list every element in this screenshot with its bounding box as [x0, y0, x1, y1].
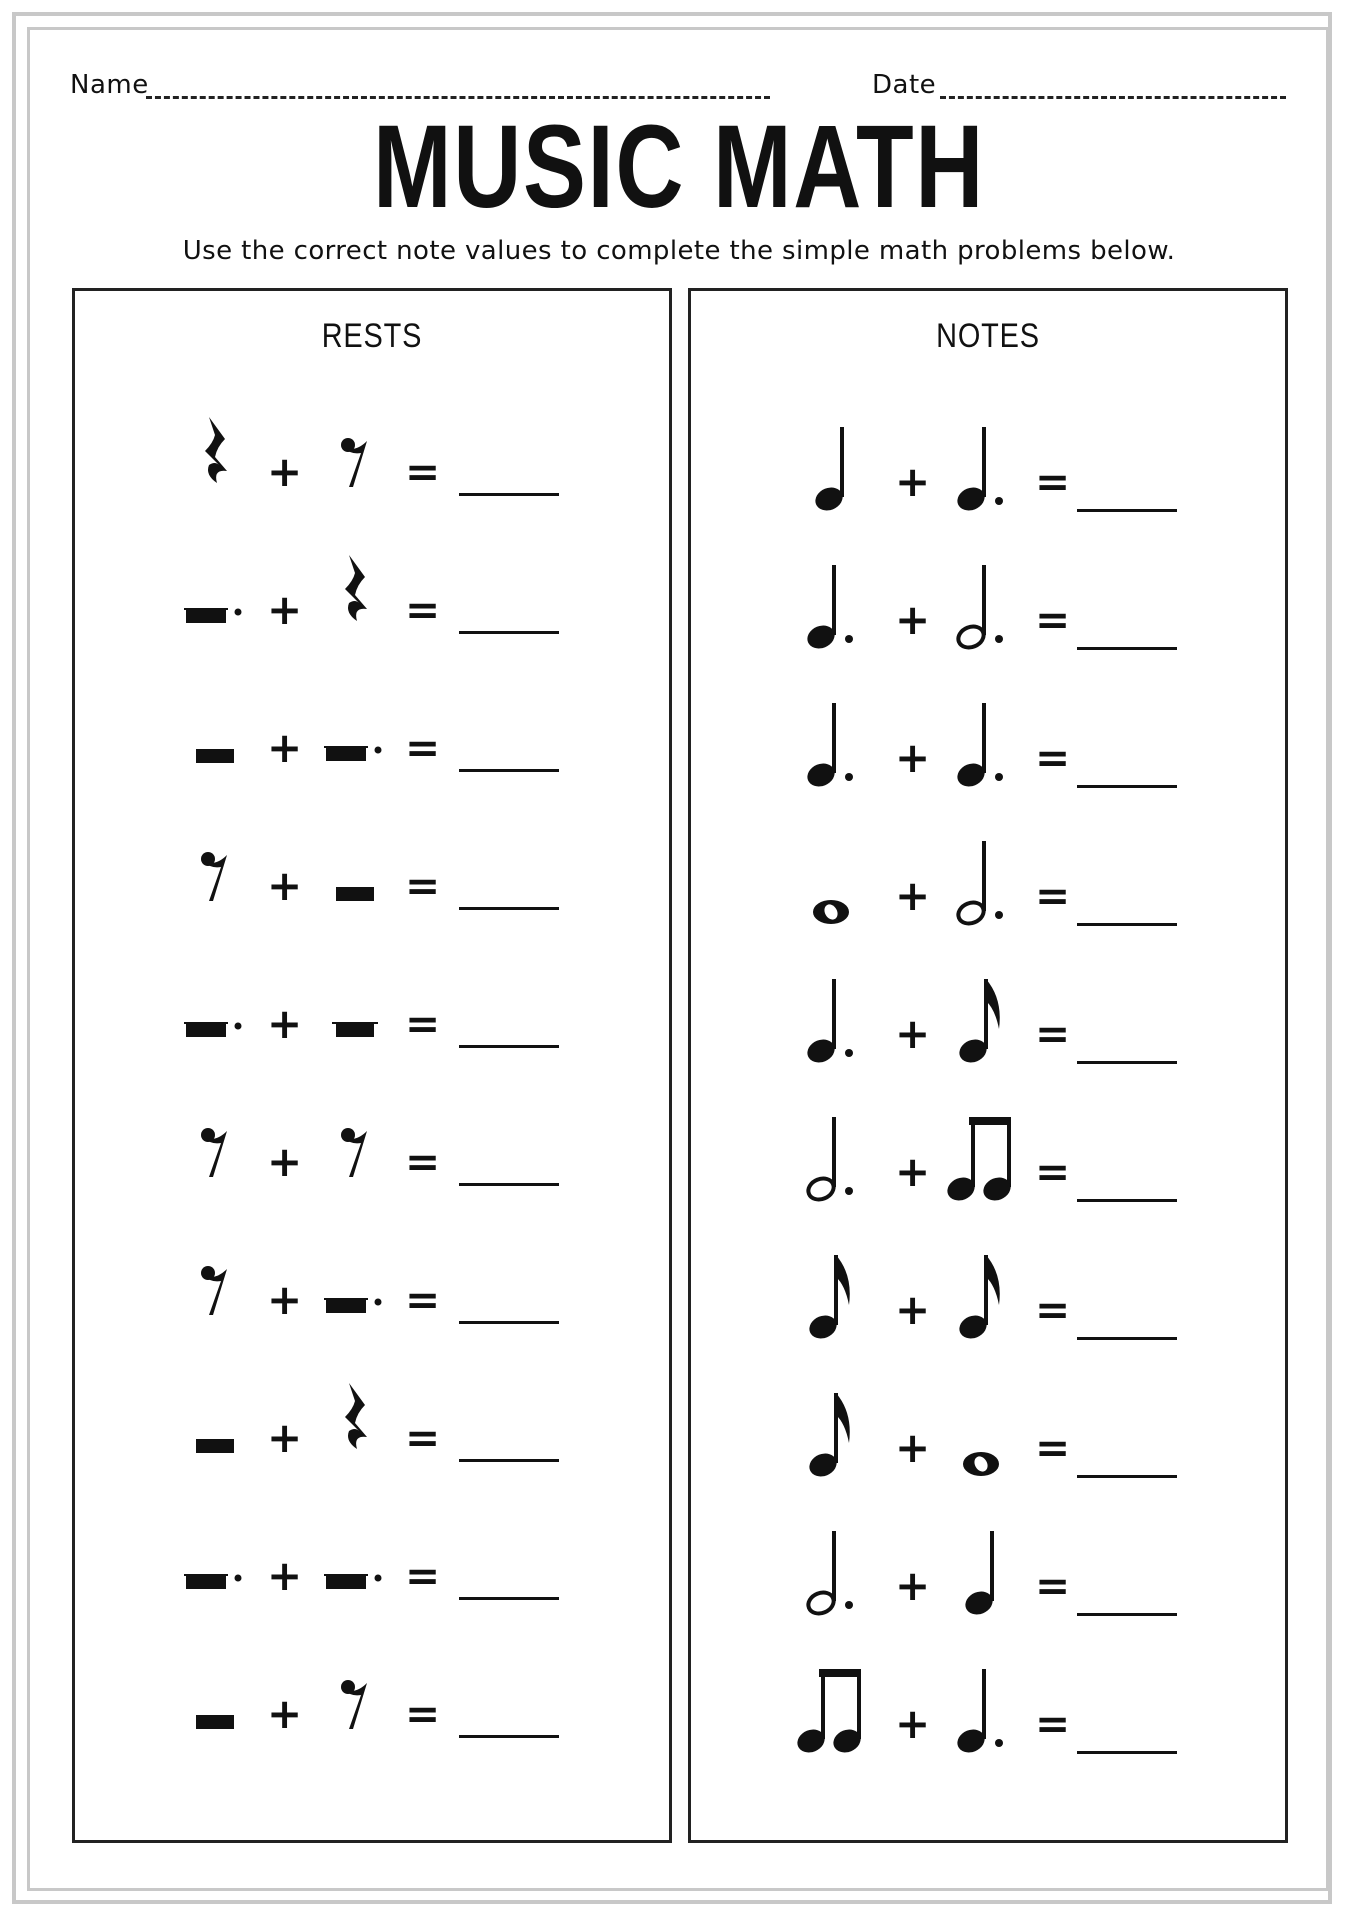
dotted-half-rest-icon: [184, 1571, 246, 1597]
plus-sign: +: [895, 595, 931, 644]
instructions: Use the correct note values to complete the simple math problems below.: [182, 236, 1176, 266]
eighth-rest-icon: [197, 1261, 233, 1321]
quarter-rest-icon: [195, 413, 235, 493]
answer-blank[interactable]: [459, 1735, 559, 1738]
whole-rest-icon: [192, 1709, 238, 1735]
eighth-rest-icon: [337, 433, 373, 493]
plus-sign: +: [267, 861, 303, 910]
equals-sign: =: [1035, 1423, 1071, 1472]
beamed-eighth-notes-icon: [945, 1111, 1017, 1203]
equals-sign: =: [1035, 595, 1071, 644]
eighth-rest-icon: [197, 847, 233, 907]
dotted-half-rest-icon: [184, 605, 246, 631]
rests-panel: [72, 288, 672, 1843]
plus-sign: +: [895, 1423, 931, 1472]
answer-blank[interactable]: [1077, 1337, 1177, 1340]
eighth-note-icon: [955, 1249, 1007, 1341]
plus-sign: +: [267, 585, 303, 634]
dotted-half-note-icon: [953, 559, 1009, 651]
eighth-note-icon: [955, 973, 1007, 1065]
plus-sign: +: [895, 1009, 931, 1058]
dotted-quarter-note-icon: [953, 421, 1009, 513]
rests-problem-row: [75, 823, 669, 961]
plus-sign: +: [267, 1413, 303, 1462]
dotted-quarter-note-icon: [803, 973, 859, 1065]
answer-blank[interactable]: [459, 769, 559, 772]
answer-blank[interactable]: [1077, 785, 1177, 788]
plus-sign: +: [267, 999, 303, 1048]
equals-sign: =: [405, 1137, 441, 1186]
equals-sign: =: [1035, 1699, 1071, 1748]
equals-sign: =: [1035, 1285, 1071, 1334]
notes-problem-row: [691, 1111, 1285, 1249]
answer-blank[interactable]: [459, 1597, 559, 1600]
notes-problem-row: [691, 1249, 1285, 1387]
equals-sign: =: [1035, 871, 1071, 920]
quarter-rest-icon: [335, 551, 375, 631]
notes-problem-row: [691, 973, 1285, 1111]
plus-sign: +: [895, 1285, 931, 1334]
eighth-rest-icon: [197, 1123, 233, 1183]
notes-problem-row: [691, 559, 1285, 697]
dotted-half-note-icon: [953, 835, 1009, 927]
eighth-note-icon: [805, 1249, 857, 1341]
equals-sign: =: [405, 723, 441, 772]
equals-sign: =: [405, 1551, 441, 1600]
rests-problem-row: [75, 1513, 669, 1651]
equals-sign: =: [405, 585, 441, 634]
equals-sign: =: [405, 447, 441, 496]
equals-sign: =: [405, 1275, 441, 1324]
plus-sign: +: [895, 1699, 931, 1748]
beamed-eighth-notes-icon: [795, 1663, 867, 1755]
answer-blank[interactable]: [459, 907, 559, 910]
plus-sign: +: [895, 1561, 931, 1610]
plus-sign: +: [895, 871, 931, 920]
dotted-quarter-note-icon: [953, 1663, 1009, 1755]
rests-problem-row: [75, 1099, 669, 1237]
equals-sign: =: [1035, 1009, 1071, 1058]
answer-blank[interactable]: [459, 631, 559, 634]
eighth-rest-icon: [337, 1675, 373, 1735]
dotted-quarter-note-icon: [803, 559, 859, 651]
notes-panel: [688, 288, 1288, 1843]
date-line[interactable]: [940, 96, 1286, 99]
answer-blank[interactable]: [1077, 923, 1177, 926]
rests-problem-row: [75, 685, 669, 823]
half-rest-icon: [332, 1019, 378, 1045]
dotted-half-note-icon: [803, 1525, 859, 1617]
name-line[interactable]: [146, 96, 770, 99]
dotted-half-rest-icon: [184, 1019, 246, 1045]
equals-sign: =: [405, 861, 441, 910]
equals-sign: =: [1035, 457, 1071, 506]
quarter-note-icon: [811, 421, 851, 513]
answer-blank[interactable]: [459, 1045, 559, 1048]
whole-note-icon: [809, 897, 853, 927]
dotted-quarter-note-icon: [953, 697, 1009, 789]
whole-rest-icon: [192, 1433, 238, 1459]
equals-sign: =: [405, 1689, 441, 1738]
eighth-note-icon: [805, 1387, 857, 1479]
notes-problem-row: [691, 1387, 1285, 1525]
eighth-rest-icon: [337, 1123, 373, 1183]
answer-blank[interactable]: [1077, 1061, 1177, 1064]
whole-note-icon: [959, 1449, 1003, 1479]
rests-title: RESTS: [321, 317, 423, 355]
date-label: Date: [872, 70, 937, 100]
notes-problem-row: [691, 835, 1285, 973]
rests-problem-row: [75, 547, 669, 685]
whole-rest-icon: [192, 743, 238, 769]
answer-blank[interactable]: [1077, 1475, 1177, 1478]
page-title: MUSIC MATH: [372, 101, 986, 233]
answer-blank[interactable]: [1077, 1613, 1177, 1616]
answer-blank[interactable]: [1077, 1751, 1177, 1754]
answer-blank[interactable]: [1077, 647, 1177, 650]
plus-sign: +: [895, 1147, 931, 1196]
plus-sign: +: [267, 1551, 303, 1600]
notes-problem-row: [691, 1525, 1285, 1663]
notes-problem-row: [691, 697, 1285, 835]
answer-blank[interactable]: [1077, 1199, 1177, 1202]
equals-sign: =: [1035, 733, 1071, 782]
rests-problem-row: [75, 1375, 669, 1513]
quarter-note-icon: [961, 1525, 1001, 1617]
plus-sign: +: [267, 1275, 303, 1324]
plus-sign: +: [267, 447, 303, 496]
whole-rest-icon: [332, 881, 378, 907]
equals-sign: =: [1035, 1561, 1071, 1610]
plus-sign: +: [895, 457, 931, 506]
name-label: Name: [70, 70, 149, 100]
plus-sign: +: [267, 1137, 303, 1186]
equals-sign: =: [405, 1413, 441, 1462]
rests-problem-row: [75, 409, 669, 547]
equals-sign: =: [405, 999, 441, 1048]
equals-sign: =: [1035, 1147, 1071, 1196]
plus-sign: +: [267, 1689, 303, 1738]
answer-blank[interactable]: [459, 1321, 559, 1324]
answer-blank[interactable]: [1077, 509, 1177, 512]
dotted-half-rest-icon: [324, 1571, 386, 1597]
answer-blank[interactable]: [459, 1459, 559, 1462]
dotted-quarter-note-icon: [803, 697, 859, 789]
plus-sign: +: [895, 733, 931, 782]
rests-problem-row: [75, 1237, 669, 1375]
notes-problem-row: [691, 1663, 1285, 1801]
dotted-half-note-icon: [803, 1111, 859, 1203]
rests-problem-row: [75, 961, 669, 1099]
quarter-rest-icon: [335, 1379, 375, 1459]
answer-blank[interactable]: [459, 493, 559, 496]
dotted-half-rest-icon: [324, 743, 386, 769]
notes-problem-row: [691, 421, 1285, 559]
plus-sign: +: [267, 723, 303, 772]
dotted-half-rest-icon: [324, 1295, 386, 1321]
rests-problem-row: [75, 1651, 669, 1789]
notes-title: NOTES: [936, 317, 1040, 355]
answer-blank[interactable]: [459, 1183, 559, 1186]
